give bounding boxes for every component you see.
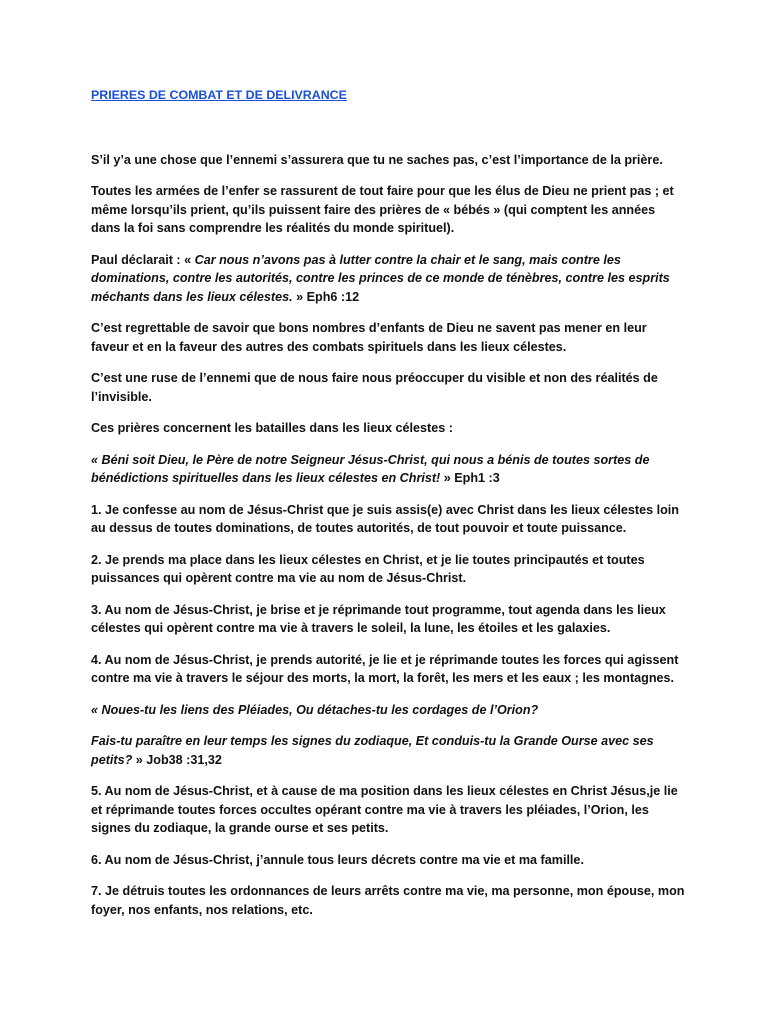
job-quote-line-2 bbox=[91, 732, 687, 769]
prayer-item-3: 3. Au nom de Jésus-Christ, je brise et je réprimande tout programme, tout agenda dans les lieux célestes qui opèrent contre ma vie à travers le soleil, la lune, les étoiles et les galaxies. bbox=[91, 602, 666, 635]
paragraph-paul-quote bbox=[91, 251, 687, 307]
paragraph-eph-quote bbox=[91, 451, 687, 488]
job-quote-line-1: « Noues-tu les liens des Pléiades, Ou détaches-tu les cordages de l’Orion? bbox=[91, 702, 539, 717]
prayer-item-6: 6. Au nom de Jésus-Christ, j’annule tous leurs décrets contre ma vie et ma famille. bbox=[91, 852, 584, 867]
prayer-item-7: 7. Je détruis toutes les ordonnances de leurs arrêts contre ma vie, ma personne, mon épouse, mon foyer, nos enfants, nos relations, etc. bbox=[91, 884, 685, 917]
job-reference: » Job38 :31,32 bbox=[132, 752, 222, 767]
paragraph-intro: S’il y’a une chose que l’ennemi s’assurera que tu ne saches pas, c’est l’importance de la prière. bbox=[91, 152, 663, 167]
paragraph-regret: C’est regrettable de savoir que bons nombres d’enfants de Dieu ne savent pas mener en leur faveur et en la faveur des autres des combats spirituels dans les lieux célestes. bbox=[91, 321, 647, 354]
prayer-item-4: 4. Au nom de Jésus-Christ, je prends autorité, je lie et je réprimande toutes les forces qui agissent contre ma vie à travers le séjour des morts, la mort, la forêt, les mers et les eaux ; les montagnes. bbox=[91, 652, 679, 685]
paragraph-armies: Toutes les armées de l’enfer se rassurent de tout faire pour que les élus de Dieu ne prient pas ; et même lorsqu’ils prient, qu’ils puissent faire des prières de « bébés » (qui comptent les années dans la foi sans comprendre les réalités du monde spirituel). bbox=[91, 184, 674, 235]
eph-quote-text: « Béni soit Dieu, le Père de notre Seigneur Jésus-Christ, qui nous a bénis de toutes sortes de bénédictions spirituelles dans les lieux célestes en Christ! bbox=[91, 452, 650, 485]
paul-lead: Paul déclarait : « bbox=[91, 252, 195, 267]
paul-reference: » Eph6 :12 bbox=[292, 289, 360, 304]
document-title-link[interactable]: PRIERES DE COMBAT ET DE DELIVRANCE bbox=[91, 88, 347, 102]
document-body bbox=[91, 86, 687, 932]
paul-quote-text: Car nous n’avons pas à lutter contre la chair et le sang, mais contre les dominations, contre les autorités, contre les princes de ce monde de ténèbres, contre les esprits méchants dans les lieux célestes. bbox=[91, 252, 670, 304]
paragraph-ruse: C’est une ruse de l’ennemi que de nous faire nous préoccuper du visible et non des réalités de l’invisible. bbox=[91, 371, 658, 404]
prayer-item-5: 5. Au nom de Jésus-Christ, et à cause de ma position dans les lieux célestes en Christ Jésus,je lie et réprimande toutes forces occultes opérant contre ma vie à travers les pléiades, l’Orion, les signes du zodiaque, la grande ourse et ses petits. bbox=[91, 784, 678, 835]
prayer-item-2: 2. Je prends ma place dans les lieux célestes en Christ, et je lie toutes principautés et toutes puissances qui opèrent contre ma vie au nom de Jésus-Christ. bbox=[91, 552, 645, 585]
eph-reference: » Eph1 :3 bbox=[440, 471, 500, 485]
job-quote-text: Fais-tu paraître en leur temps les signes du zodiaque, Et conduis-tu la Grande Ourse avec ses petits? bbox=[91, 734, 654, 767]
prayer-item-1: 1. Je confesse au nom de Jésus-Christ que je suis assis(e) avec Christ dans les lieux célestes loin au dessus de toutes dominations, de toutes autorités, de tout pouvoir et toute puissance. bbox=[91, 502, 679, 535]
paragraph-battles: Ces prières concernent les batailles dans les lieux célestes : bbox=[91, 421, 453, 435]
